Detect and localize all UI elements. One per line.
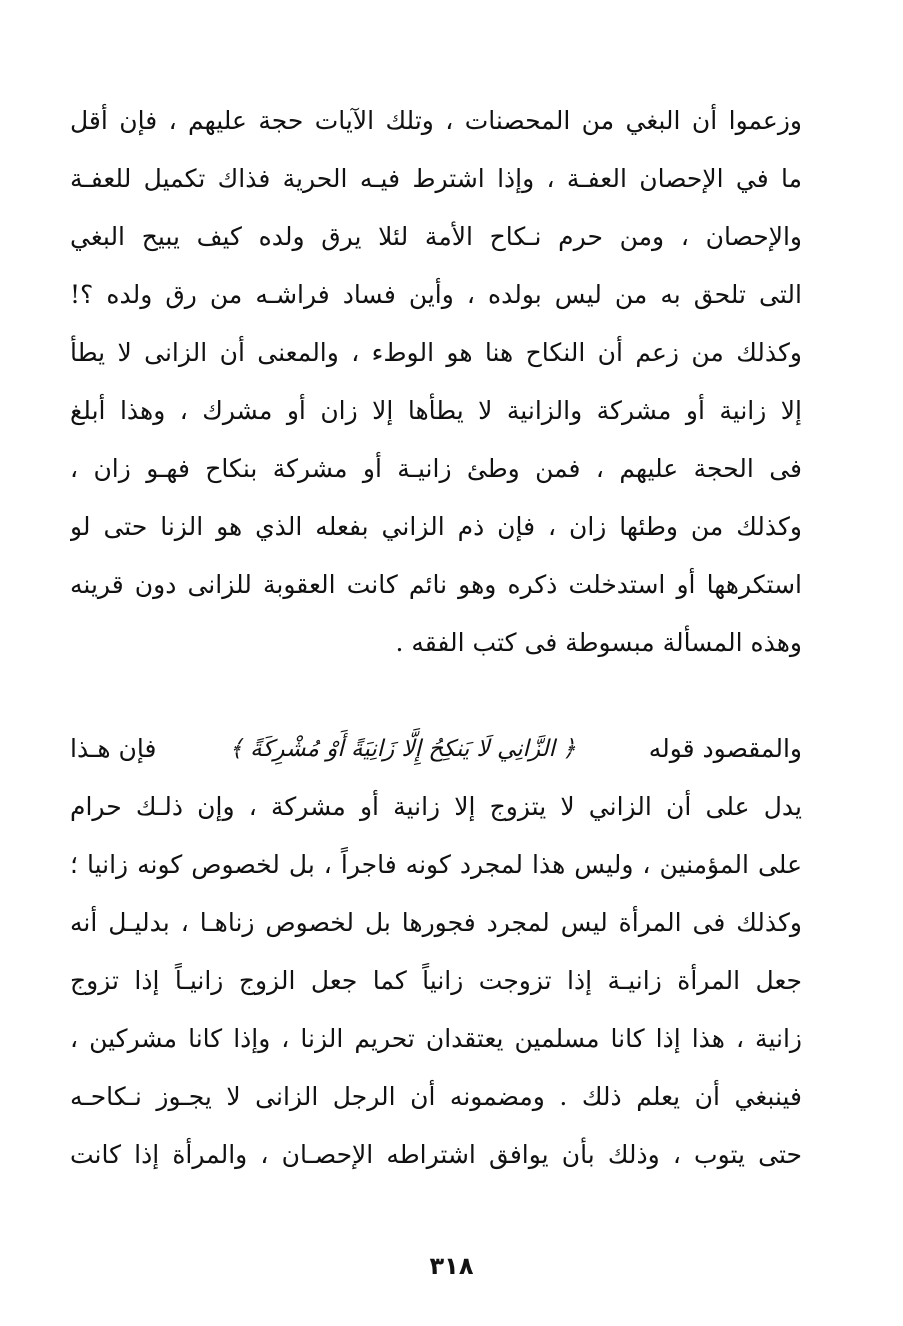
text-line: ما في الإحصان العفـة ، وإذا اشترط فيـه الحرية فذاك تكميل للعفـة	[70, 164, 802, 193]
paragraph-2	[70, 720, 802, 1184]
quote-tail: فإن هـذا	[70, 734, 157, 763]
text-line: يدل على أن الزاني لا يتزوج إلا زانية أو مشركة ، وإن ذلـك حرام	[70, 792, 802, 821]
text-line: فينبغي أن يعلم ذلك . ومضمونه أن الرجل الزانى لا يجـوز نـكاحـه	[70, 1082, 802, 1111]
text-line: زانية ، هذا إذا كانا مسلمين يعتقدان تحريم الزنا ، وإذا كانا مشركين ،	[70, 1024, 802, 1053]
text-line: استكرهها أو استدخلت ذكره وهو نائم كانت العقوبة للزانى دون قرينه	[70, 570, 802, 599]
text-line: حتى يتوب ، وذلك بأن يوافق اشتراطه الإحصـان ، والمرأة إذا كانت	[70, 1140, 802, 1169]
quote-line	[70, 720, 802, 778]
quote-intro: والمقصود قوله	[648, 734, 802, 763]
text-line: وكذلك فى المرأة ليس لمجرد فجورها بل لخصوص زناهـا ، بدليـل أنه	[70, 908, 802, 937]
quran-verse: ﴿ الزَّانِي لَا يَنكِحُ إِلَّا زَانِيَةً أَوْ مُشْرِكَةً ﴾	[229, 736, 576, 762]
text-line: جعل المرأة زانيـة إذا تزوجت زانياً كما جعل الزوج زانيـاً إذا تزوج	[70, 966, 802, 995]
text-line: وهذه المسألة مبسوطة فى كتب الفقه .	[395, 628, 802, 657]
page-number: ٣١٨	[429, 1252, 474, 1280]
text-line: إلا زانية أو مشركة والزانية لا يطأها إلا زان أو مشرك ، وهذا أبلغ	[70, 396, 802, 425]
text-line: على المؤمنين ، وليس هذا لمجرد كونه فاجراً ، بل لخصوص كونه زانيا ؛	[70, 850, 802, 879]
text-line: فى الحجة عليهم ، فمن وطئ زانيـة أو مشركة بنكاح فهـو زان ،	[70, 454, 802, 483]
text-line: والإحصان ، ومن حرم نـكاح الأمة لئلا يرق ولده كيف يبيح البغي	[70, 222, 802, 251]
text-line: وكذلك من زعم أن النكاح هنا هو الوطء ، والمعنى أن الزانى لا يطأ	[70, 338, 802, 367]
text-line: التى تلحق به من ليس بولده ، وأين فساد فراشـه من رق ولده ؟!	[70, 280, 802, 309]
text-line: وزعموا أن البغي من المحصنات ، وتلك الآيات حجة عليهم ، فإن أقل	[70, 106, 802, 135]
text-line: وكذلك من وطئها زان ، فإن ذم الزاني بفعله الذي هو الزنا حتى لو	[70, 512, 802, 541]
paragraph-1	[70, 92, 802, 672]
